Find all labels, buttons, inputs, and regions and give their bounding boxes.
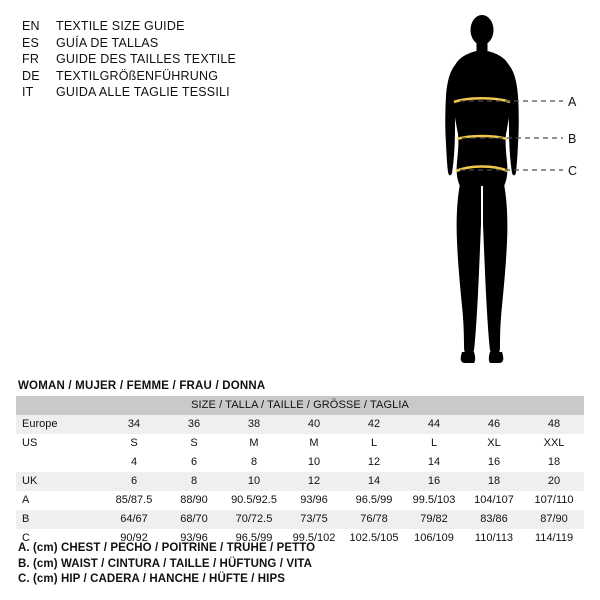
measure-label-b: B [568,132,577,146]
size-table-area [16,380,584,548]
language-code: FR [22,52,40,66]
table-cell: 34 [104,415,164,434]
language-code: DE [22,68,40,83]
row-label: UK [16,472,104,491]
table-cell: 6 [104,472,164,491]
language-code: EN [22,19,40,33]
measure-label-c: C [568,164,578,178]
table-cell: 64/67 [104,510,164,529]
row-label: B [16,510,104,529]
table-cell: 73/75 [284,510,344,529]
table-cell: 14 [344,472,404,491]
table-cell: 106/109 [404,529,464,548]
row-label [16,453,104,472]
table-cell: XL [464,434,524,453]
row-label: US [16,434,104,453]
table-cell: 96.5/99 [224,529,284,548]
table-cell: M [284,434,344,453]
table-cell: 8 [224,453,284,472]
table-row [16,472,584,491]
legend-line-c: C. (cm) HIP / CADERA / HANCHE / HÜFTE / HIPS [18,573,286,585]
language-row-it [22,84,352,101]
table-cell: 99.5/102 [284,529,344,548]
language-code: ES [22,35,40,50]
row-label: A [16,491,104,510]
table-cell: 88/90 [164,491,224,510]
table-cell: 8 [164,472,224,491]
table-cell: 16 [464,453,524,472]
table-cell: 93/96 [284,491,344,510]
table-caption: WOMAN / MUJER / FEMME / FRAU / DONNA [18,380,266,392]
table-cell: 4 [104,453,164,472]
table-cell: 85/87.5 [104,491,164,510]
table-cell: 68/70 [164,510,224,529]
table-cell: 14 [404,453,464,472]
table-cell: 102.5/105 [344,529,404,548]
table-cell: 12 [284,472,344,491]
language-list [22,18,352,101]
language-row-de [22,68,352,85]
language-title: GUÍA DE TALLAS [56,35,159,50]
table-cell: 96.5/99 [344,491,404,510]
table-cell: 40 [284,415,344,434]
language-code: IT [22,85,34,99]
row-label: Europe [16,415,104,434]
figure-diagram [400,8,590,368]
language-title: GUIDA ALLE TAGLIE TESSILI [56,85,230,99]
measurement-legend [18,541,578,588]
table-cell: 12 [344,453,404,472]
table-cell: 83/86 [464,510,524,529]
table-cell: 70/72.5 [224,510,284,529]
table-cell: 90/92 [104,529,164,548]
size-table [16,396,584,548]
table-cell: 6 [164,453,224,472]
table-cell: 76/78 [344,510,404,529]
table-cell: XXL [524,434,584,453]
table-header-row [16,396,584,415]
table-cell: 10 [284,453,344,472]
table-cell: 16 [404,472,464,491]
row-label: C [16,529,104,548]
table-cell: 46 [464,415,524,434]
table-cell: 18 [464,472,524,491]
table-cell: 87/90 [524,510,584,529]
language-row-fr [22,51,352,68]
legend-line-b: B. (cm) WAIST / CINTURA / TAILLE / HÜFTUNG / VITA [18,557,313,570]
table-cell: 99.5/103 [404,491,464,510]
language-title: TEXTILGRÖßENFÜHRUNG [56,68,219,83]
table-cell: M [224,434,284,453]
measure-label-a: A [568,95,577,109]
table-cell: L [404,434,464,453]
table-row [16,415,584,434]
table-cell: 104/107 [464,491,524,510]
table-cell: 36 [164,415,224,434]
table-cell: 114/119 [524,529,584,548]
table-cell: 44 [404,415,464,434]
legend-line-a: A. (cm) CHEST / PECHO / POITRINE / TRUHE / PETTO [18,542,316,554]
table-cell: 48 [524,415,584,434]
table-cell: 110/113 [464,529,524,548]
table-cell: 93/96 [164,529,224,548]
language-title: TEXTILE SIZE GUIDE [56,19,185,33]
table-row [16,510,584,529]
measure-letter-labels [400,8,590,368]
table-cell: 18 [524,453,584,472]
table-cell: L [344,434,404,453]
table-cell: S [104,434,164,453]
table-cell: 107/110 [524,491,584,510]
language-row-es [22,35,352,52]
table-cell: 90.5/92.5 [224,491,284,510]
language-row-en [22,18,352,35]
table-cell: 10 [224,472,284,491]
table-cell: S [164,434,224,453]
table-cell: 38 [224,415,284,434]
table-row [16,434,584,453]
table-cell: 42 [344,415,404,434]
table-header-label: SIZE / TALLA / TAILLE / GRÖSSE / TAGLIA [16,396,584,415]
table-row [16,491,584,510]
table-cell: 20 [524,472,584,491]
table-cell: 79/82 [404,510,464,529]
table-row [16,453,584,472]
language-title: GUIDE DES TAILLES TEXTILE [56,52,237,66]
